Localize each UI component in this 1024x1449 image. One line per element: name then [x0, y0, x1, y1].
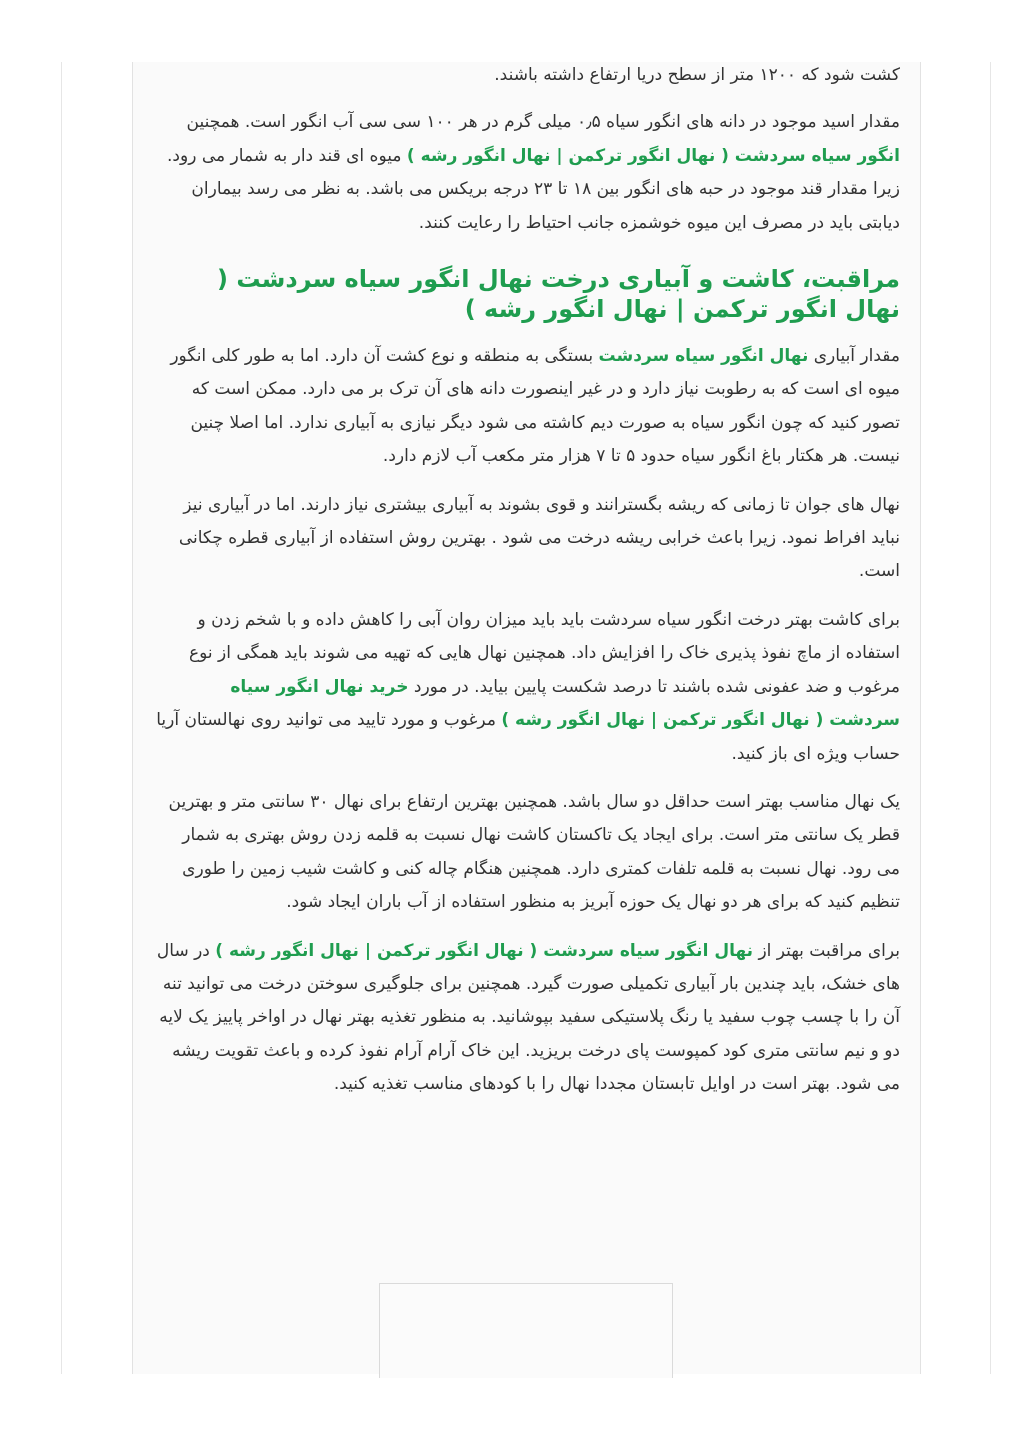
article-body — [154, 62, 900, 1117]
paragraph-text: بستگی به منطقه و نوع کشت آن دارد. اما به طور کلی انگور میوه ای است که به رطوبت نیاز دارد و در غیر اینصورت دانه های آن ترک بر می دارد. ممکن است که تصور کنید که چون انگور سیاه به صورت دیم کاشته می شود دیگر نیازی به آبیاری ندارد. اما اصلا چنین نیست. هر هکتار باغ انگور سیاه حدود ۵ تا ۷ هزار متر مکعب آب لازم دارد. — [170, 346, 900, 467]
article-image-placeholder — [379, 1283, 673, 1378]
link-buy-seedling[interactable]: خرید نهال انگور سیاه سردشت ( نهال انگور ترکمن | نهال انگور رشه ) — [230, 676, 900, 731]
paragraph-text: مرغوب و مورد تایید می توانید روی نهالستان آریا حساب ویژه ای باز کنید. — [156, 710, 900, 764]
paragraph-seedling-size: یک نهال مناسب بهتر است حداقل دو سال باشد. همچنین بهترین ارتفاع برای نهال ۳۰ سانتی متر و بهترین قطر یک سانتی متر است. برای ایجاد یک تاکستان کاشت نهال نسبت به قلمه زدن روش بهتری به شمار می رود. نهال نسبت به قلمه تلفات کمتری دارد. همچنین هنگام چاله کنی و کاشت شیب زمین را طوری تنظیم کنید که برای هر دو نهال یک حوزه آبریز به منظور استفاده از آب باران ایجاد شود. — [168, 791, 900, 913]
paragraph-text: میوه ای قند دار به شمار می رود. زیرا مقدار قند موجود در حبه های انگور بین ۱۸ تا ۲۳ درجه بریکس می باشد. به نظر می رسد بیماران دیابتی باید در مصرف این میوه خوشمزه جانب احتیاط را رعایت کنند. — [167, 145, 900, 233]
section-heading: مراقبت، کاشت و آبیاری درخت نهال انگور سیاه سردشت ( نهال انگور ترکمن | نهال انگور رشه ) — [217, 265, 900, 324]
paragraph-text: برای مراقبت بهتر از — [753, 940, 900, 961]
paragraph-text: برای کاشت بهتر درخت انگور سیاه سردشت باید باید میزان روان آبی را کاهش داده و با شخم زدن و استفاده از ماچ نفوذ پذیری خاک را افزایش داد. همچنین نهال هایی که تهیه می شوند باید همگی از نوع مرغوب و ضد عفونی شده باشند تا درصد شکست پایین بیاید. در مورد — [188, 609, 900, 697]
paragraph-text: مقدار آبیاری — [808, 346, 900, 367]
paragraph-planting — [154, 604, 900, 771]
paragraph-young-seedlings: نهال های جوان تا زمانی که ریشه بگسترانند و قوی بشوند به آبیاری بیشتری نیاز دارند. اما در آبیاری نیز نباید افراط نمود. زیرا باعث خرابی ریشه درخت می شود . بهترین روش استفاده از آبیاری قطره چکانی است. — [178, 494, 900, 582]
paragraph-text: در سال های خشک، باید چندین بار آبیاری تکمیلی صورت گیرد. همچنین برای جلوگیری سوختن درخت می توانید تنه آن را با چسب چوب سفید یا رنگ پلاستیکی سفید بپوشانید. به منظور تغذیه بهتر نهال در اواخر پاییز یک لایه دو و نیم سانتی متری کود کمپوست پای درخت بریزید. این خاک آرام آرام نفوذ کرده و باعث تقویت ریشه می شود. بهتر است در اوایل تابستان مجددا نهال را با کودهای مناسب تغذیه کنید. — [156, 940, 900, 1095]
paragraph-irrigation — [154, 340, 900, 474]
paragraph-altitude: کشت شود که ۱۲۰۰ متر از سطح دریا ارتفاع داشته باشند. — [494, 65, 900, 85]
link-seedling-care[interactable]: نهال انگور سیاه سردشت ( نهال انگور ترکمن | نهال انگور رشه ) — [215, 940, 754, 961]
paragraph-acid-sugar — [154, 106, 900, 240]
paragraph-text: مقدار اسید موجود در دانه های انگور سیاه ۰٫۵ میلی گرم در هر ۱۰۰ سی سی آب انگور است. همچنین — [186, 112, 900, 133]
link-sardasht-grape[interactable]: انگور سیاه سردشت ( نهال انگور ترکمن | نهال انگور رشه ) — [406, 145, 900, 166]
link-sardasht-seedling[interactable]: نهال انگور سیاه سردشت — [598, 346, 809, 367]
paragraph-care — [154, 935, 900, 1102]
